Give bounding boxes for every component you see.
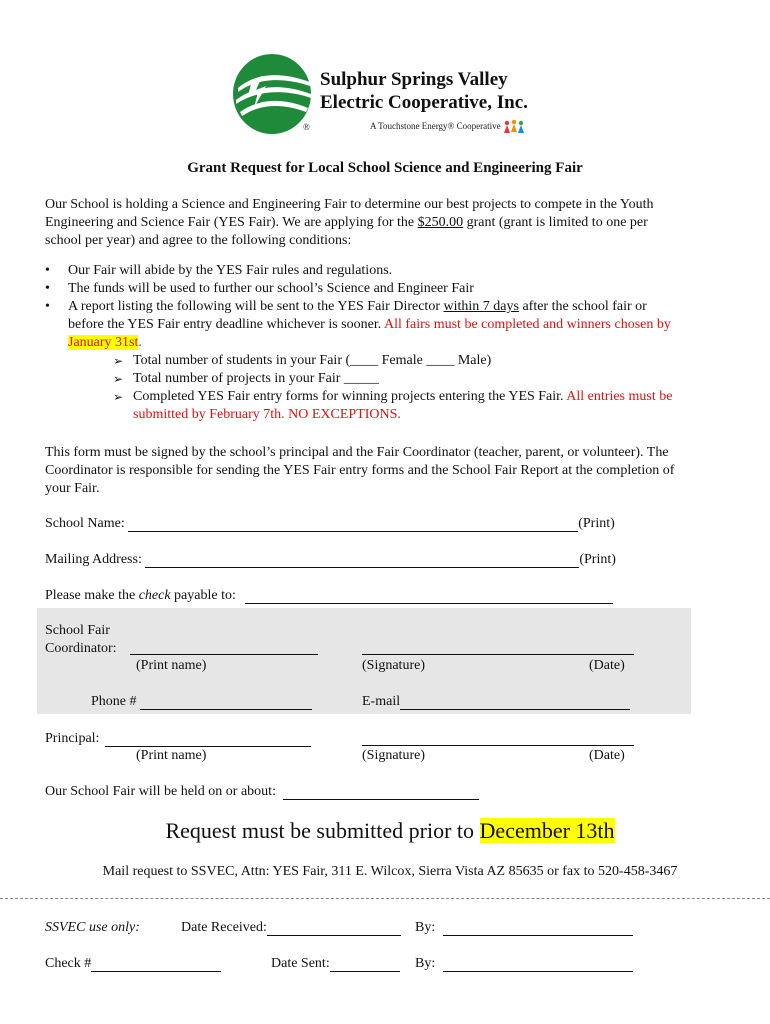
coordinator-signature-field[interactable]	[362, 640, 634, 655]
check-label-post: payable to:	[170, 588, 236, 603]
phone-field[interactable]	[140, 695, 312, 710]
coordinator-label-l1: School Fair	[45, 623, 110, 638]
arrow-bullet-icon: ➢	[113, 372, 124, 386]
grant-amount: $250.00	[417, 215, 464, 230]
bullet-icon: •	[45, 281, 50, 296]
condition-text-2: after the school fair or	[518, 299, 647, 314]
check-number-field[interactable]	[91, 957, 221, 972]
logo-globe-icon	[232, 52, 312, 136]
check-payable-field[interactable]	[245, 589, 613, 604]
signature-hint: (Signature)	[362, 748, 425, 763]
intro-line1: Our School is holding a Science and Engineering Fair to determine our best projects to compete in the Youth	[45, 197, 654, 212]
check-number-label: Check #	[45, 956, 92, 971]
deadline-date: December 13th	[479, 818, 615, 843]
intro-line2-text: Engineering and Science Fair (YES Fair). We are applying for the	[45, 215, 418, 230]
check-label-pre: Please make the	[45, 588, 139, 603]
coordinator-name-field[interactable]	[130, 640, 318, 655]
fair-date-field[interactable]	[283, 785, 479, 800]
tagline	[370, 119, 525, 135]
date-sent-field[interactable]	[330, 957, 400, 972]
received-by-row	[415, 920, 633, 936]
coordinator-label-l2: Coordinator:	[45, 641, 117, 656]
report-item	[113, 352, 735, 370]
email-row	[362, 694, 630, 710]
report-item-text: Completed YES Fair entry forms for winning projects entering the YES Fair.	[133, 389, 567, 404]
date-sent-label: Date Sent:	[271, 956, 330, 971]
report-item	[113, 370, 735, 388]
tagline-text: A Touchstone Energy® Cooperative	[370, 121, 501, 132]
intro-line3: school per year) and agree to the following conditions:	[45, 233, 352, 248]
submission-deadline	[0, 818, 770, 844]
email-label: E-mail	[362, 694, 401, 709]
coordinator-label	[45, 622, 117, 658]
email-field[interactable]	[400, 695, 630, 710]
condition-text-3: before the YES Fair entry deadline whichever is sooner.	[68, 317, 384, 332]
registered-mark: ®	[303, 122, 310, 132]
school-name-field[interactable]	[128, 517, 578, 532]
principal-signature-field[interactable]	[362, 731, 634, 746]
bullet-icon: •	[45, 263, 50, 278]
fair-deadline-date: January 31st	[68, 335, 139, 350]
mailing-address-field[interactable]	[145, 553, 579, 568]
by-label: By:	[415, 956, 436, 971]
principal-name-field[interactable]	[105, 732, 311, 747]
sent-by-row	[415, 956, 633, 972]
condition-item	[45, 280, 735, 298]
signing-line2: Coordinator is responsible for sending the YES Fair entry forms and the School Fair Report at the completion of	[45, 463, 675, 478]
arrow-bullet-icon: ➢	[113, 390, 124, 404]
print-hint: (Print)	[578, 516, 615, 531]
arrow-bullet-icon: ➢	[113, 354, 124, 368]
school-name-row	[45, 516, 615, 532]
date-received-row	[181, 920, 401, 936]
mailing-address-label: Mailing Address:	[45, 552, 142, 567]
condition-item	[45, 262, 735, 280]
condition-item	[45, 298, 735, 352]
check-payable-row	[45, 588, 613, 604]
date-received-label: Date Received:	[181, 920, 267, 935]
signature-hint: (Signature)	[362, 658, 425, 673]
condition-text: Our Fair will abide by the YES Fair rules and regulations.	[68, 263, 393, 278]
print-name-hint: (Print name)	[136, 748, 207, 763]
conditions-list	[45, 262, 735, 424]
phone-label: Phone #	[91, 694, 137, 709]
mailing-address-row	[45, 552, 616, 568]
period: .	[138, 335, 142, 350]
org-name	[320, 68, 528, 114]
check-label-word: check	[138, 588, 171, 603]
school-name-label: School Name:	[45, 516, 125, 531]
within-days: within 7 days	[443, 299, 519, 314]
principal-row	[45, 731, 311, 747]
check-number-row	[45, 956, 221, 972]
signing-line1: This form must be signed by the school’s principal and the Fair Coordinator (teacher, parent, or volunteer). The	[45, 445, 669, 460]
signing-paragraph	[45, 444, 735, 498]
print-hint: (Print)	[579, 552, 616, 567]
bullet-icon: •	[45, 299, 50, 314]
received-by-field[interactable]	[443, 921, 633, 936]
date-hint: (Date)	[589, 658, 625, 673]
fairs-deadline-note: All fairs must be completed and winners chosen by	[383, 317, 671, 332]
report-item-text: Total number of students in your Fair (____ Female ____ Male)	[133, 353, 492, 368]
phone-row	[91, 694, 312, 710]
intro-line2	[45, 214, 735, 232]
signing-line3: your Fair.	[45, 481, 100, 496]
entries-deadline-note-2: submitted by February 7th. NO EXCEPTIONS.	[133, 407, 401, 422]
fair-date-row	[45, 784, 479, 800]
date-sent-row	[271, 956, 400, 972]
date-received-field[interactable]	[267, 921, 401, 936]
org-name-line2: Electric Cooperative, Inc.	[320, 92, 528, 113]
report-item-text: Total number of projects in your Fair _____	[133, 371, 379, 386]
principal-label: Principal:	[45, 731, 100, 746]
by-label: By:	[415, 920, 436, 935]
org-name-line1: Sulphur Springs Valley	[320, 69, 508, 90]
condition-text: A report listing the following will be sent to the YES Fair Director	[68, 299, 444, 314]
touchstone-people-icon	[503, 119, 525, 135]
date-hint: (Date)	[589, 748, 625, 763]
intro-line2-end: grant (grant is limited to one per	[463, 215, 648, 230]
report-item	[113, 388, 735, 424]
condition-text: The funds will be used to further our school’s Science and Engineer Fair	[68, 281, 474, 296]
office-use-label: SSVEC use only:	[45, 920, 140, 935]
intro-paragraph	[45, 196, 735, 250]
mail-instructions: Mail request to SSVEC, Attn: YES Fair, 311 E. Wilcox, Sierra Vista AZ 85635 or fax to 520-458-3467	[102, 864, 678, 879]
deadline-text: Request must be submitted prior to	[165, 818, 480, 843]
entries-deadline-note: All entries must be	[566, 389, 673, 404]
print-name-hint: (Print name)	[136, 658, 207, 673]
page-title: Grant Request for Local School Science and Engineering Fair	[187, 160, 583, 176]
cut-line-divider	[0, 898, 770, 899]
sent-by-field[interactable]	[443, 957, 633, 972]
fair-date-label: Our School Fair will be held on or about:	[45, 784, 276, 799]
